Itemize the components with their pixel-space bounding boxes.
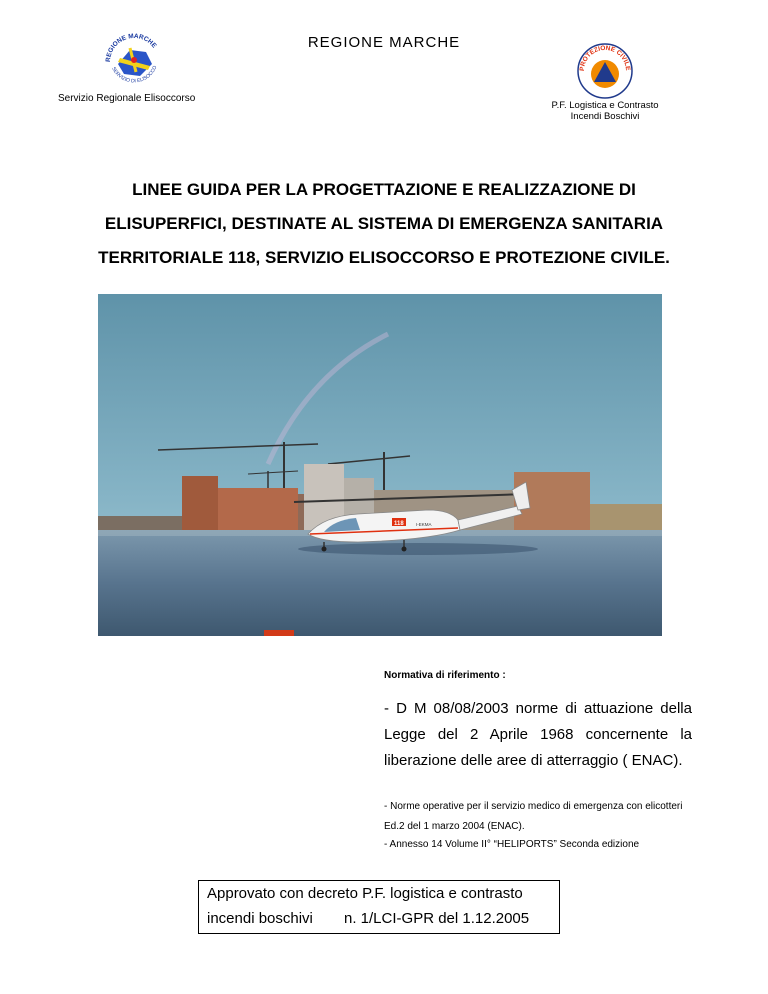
right-logo-caption [540, 100, 670, 122]
logo-left-ring-top: REGIONE MARCHE [104, 32, 158, 63]
reference-item-3: - Annesso 14 Volume II° “HELIPORTS” Seconda edizione [384, 839, 640, 850]
helicopter-registration: I-EKMA [416, 522, 432, 527]
references-heading: Normativa di riferimento : [384, 670, 506, 681]
approval-line2-right: n. 1/LCI-GPR del 1.12.2005 [344, 910, 530, 927]
left-logo-caption: Servizio Regionale Elisoccorso [58, 93, 196, 104]
title-line3: TERRITORIALE 118, SERVIZIO ELISOCCORSO E PROTEZIONE CIVILE. [98, 248, 670, 267]
helicopter-number: 118 [394, 521, 404, 527]
title-line2: ELISUPERFICI, DESTINATE AL SISTEMA DI EMERGENZA SANITARIA [104, 214, 664, 233]
right-caption-line1: P.F. Logistica e Contrasto [551, 100, 659, 111]
approval-line1: Approvato con decreto P.F. logistica e contrasto [207, 885, 523, 902]
regione-marche-elisoccorso-logo [100, 28, 168, 92]
approval-line2-left: incendi boschivi [207, 910, 313, 927]
logo-right-ring-text: PROTEZIONE CIVILE [578, 44, 632, 72]
document-title [40, 173, 728, 275]
header-title: REGIONE MARCHE [307, 34, 461, 51]
right-caption-line2: Incendi Boschivi [570, 111, 640, 122]
title-line1: LINEE GUIDA PER LA PROGETTAZIONE E REALIZZAZIONE DI [132, 180, 636, 199]
approval-box [198, 880, 560, 934]
protezione-civile-logo [576, 42, 634, 100]
reference-item-1: - D M 08/08/2003 norme di attuazione della Legge del 2 Aprile 1968 concernente la liberazione delle aree di atterraggio ( ENAC). [384, 700, 692, 769]
reference-item-2: - Norme operative per il servizio medico di emergenza con elicotteri Ed.2 del 1 marzo 2004 (ENAC). [384, 801, 683, 832]
helicopter-on-helipad-photo [98, 294, 662, 636]
logo-left-ring-bottom: SERVIZIO DI ELISOCCO [110, 64, 159, 85]
